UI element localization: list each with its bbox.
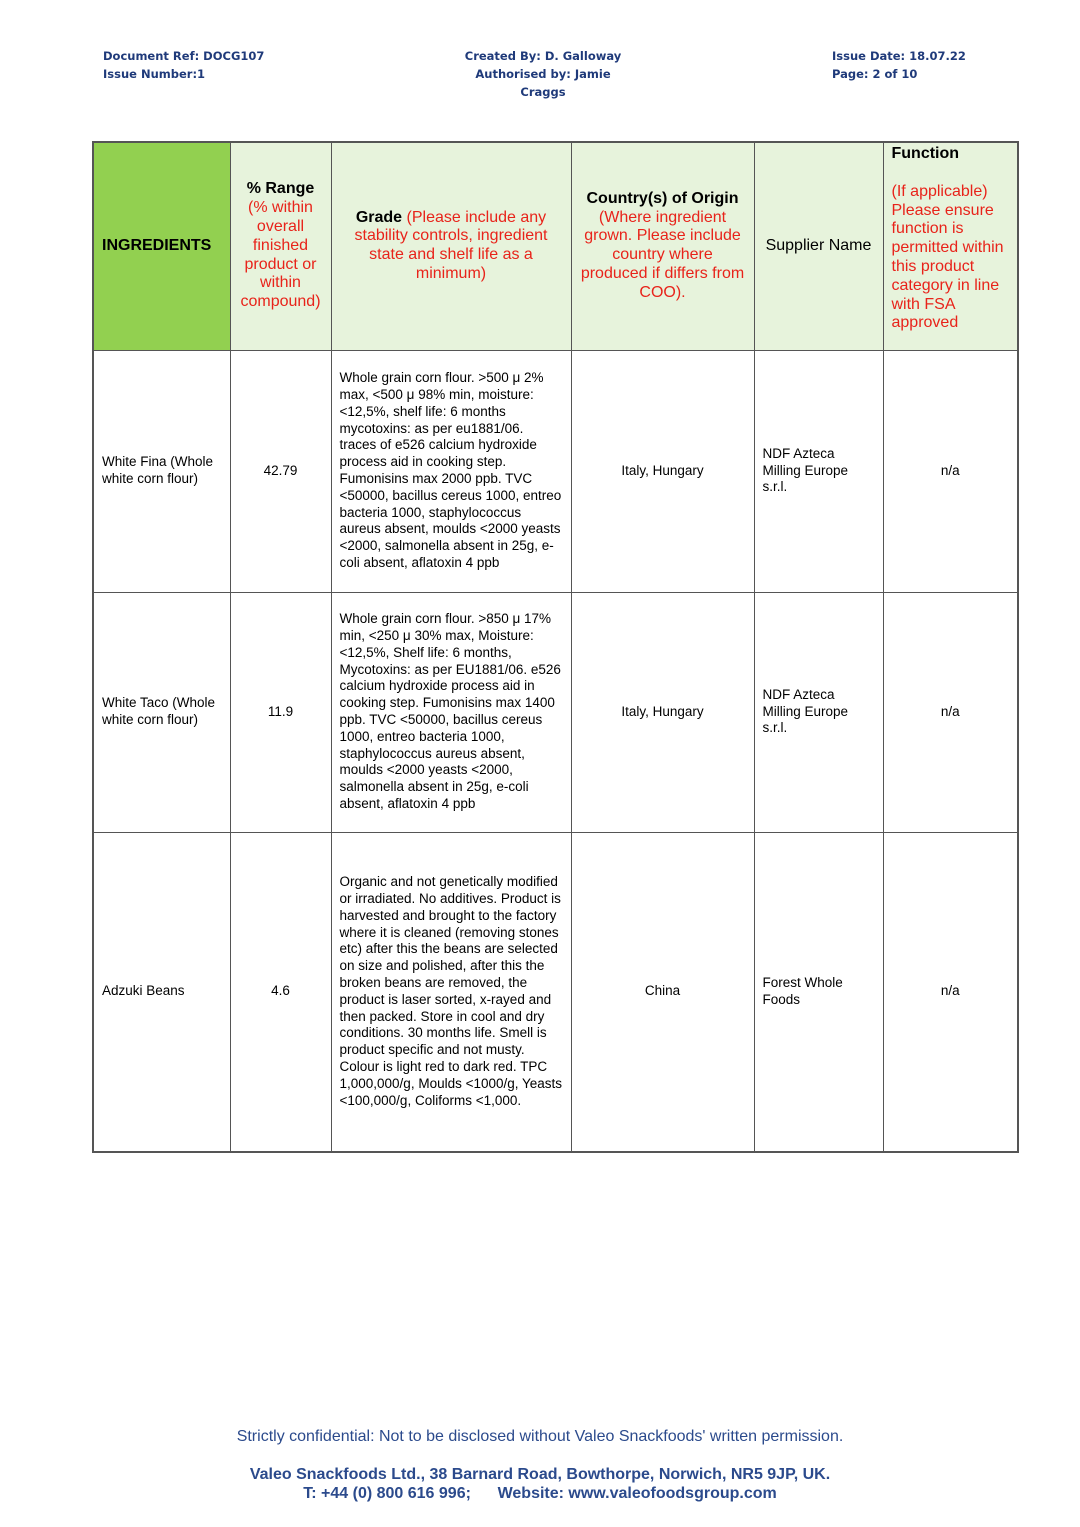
company-footer (0, 1465, 1080, 1503)
authorised-by: Authorised by: Jamie Craggs (475, 67, 611, 99)
origin-value: Italy, Hungary (571, 350, 754, 592)
issue-date: Issue Date: 18.07.22 (832, 49, 966, 63)
ingredient-name: White Fina (Whole white corn flour) (93, 350, 230, 592)
function-value: n/a (883, 350, 1018, 592)
supplier-name: Forest Whole Foods (754, 832, 883, 1152)
header-center (458, 47, 628, 101)
origin-value: China (571, 832, 754, 1152)
grade-note: (Please include any stability controls, ingredient state and shelf life as a minimum) (354, 208, 548, 283)
range-value: 11.9 (230, 592, 331, 832)
origin-value: Italy, Hungary (571, 592, 754, 832)
table-row (93, 832, 1018, 1152)
company-contact: T: +44 (0) 800 616 996; Website: www.valeofoodsgroup.com (303, 1485, 777, 1502)
doc-ref: Document Ref: DOCG107 (103, 49, 265, 63)
table-row (93, 592, 1018, 832)
range-title: % Range (246, 180, 315, 198)
origin-title: Country(s) of Origin (586, 189, 739, 207)
function-value: n/a (883, 832, 1018, 1152)
header-function (883, 142, 1018, 350)
supplier-name: NDF Azteca Milling Europe s.r.l. (754, 350, 883, 592)
header-origin (571, 142, 754, 350)
function-value: n/a (883, 592, 1018, 832)
origin-note: (Where ingredient grown. Please include country where produced if differs from COO). (580, 208, 745, 301)
function-note: (If applicable) Please ensure function is permitted within this product category in line with FSA approved (891, 182, 1004, 332)
grade-text: Whole grain corn flour. >500 μ 2% max, <500 μ 98% min, moisture: <12,5%, shelf life: 6 months mycotoxins: as per eu1881/06. traces of e526 calcium hydroxide process aid in cooking step. Fumonisins max 2000 ppb. TVC <50000, bacillus cereus 1000, entreo bacteria 1000, staphylococcus aureus absent, moulds <2000 yeasts <2000, salmonella absent in 25g, e-coli absent, aflatoxin 4 ppb (331, 350, 571, 592)
ingredient-name: Adzuki Beans (93, 832, 230, 1152)
range-note: (% within overall finished product or within compound) (240, 199, 321, 311)
company-address: Valeo Snackfoods Ltd., 38 Barnard Road, Bowthorpe, Norwich, NR5 9JP, UK. (249, 1466, 831, 1483)
range-value: 4.6 (230, 832, 331, 1152)
header-supplier: Supplier Name (754, 142, 883, 350)
grade-text: Organic and not genetically modified or irradiated. No additives. Product is harvested and brought to the factory where it is cleaned (removing stones etc) after this the beans are selected on size and polished, after this the broken beans are removed, the product is laser sorted, x-rayed and then packed. Store in cool and dry conditions. 30 months life. Smell is product specific and not musty. Colour is light red to dark red. TPC 1,000,000/g, Moulds <1000/g, Yeasts <100,000/g, Coliforms <1,000. (331, 832, 571, 1152)
grade-title: Grade (355, 208, 403, 226)
header-grade (331, 142, 571, 350)
supplier-name: NDF Azteca Milling Europe s.r.l. (754, 592, 883, 832)
range-value: 42.79 (230, 350, 331, 592)
page-number: Page: 2 of 10 (832, 67, 918, 81)
function-title: Function (891, 145, 960, 162)
ingredients-table (92, 141, 1019, 1153)
grade-text: Whole grain corn flour. >850 μ 17% min, <250 μ 30% max, Moisture: <12,5%, Shelf life: 6 months, Mycotoxins: as per EU1881/06. e526 calcium hydroxide process aid in cooking step. Fumonisins max 1400 ppb. TVC <50000, bacillus cereus 1000, entreo bacteria 1000, staphylococcus aureus absent, moulds <2000 yeasts <2000, salmonella absent in 25g, e-coli absent, aflatoxin 4 ppb (331, 592, 571, 832)
header-left (103, 47, 264, 83)
confidential-notice: Strictly confidential: Not to be disclosed without Valeo Snackfoods' written permission. (236, 1428, 844, 1445)
created-by: Created By: D. Galloway (464, 49, 622, 63)
header-right (832, 47, 966, 83)
header-range (230, 142, 331, 350)
issue-number: Issue Number:1 (103, 67, 206, 81)
table-row (93, 350, 1018, 592)
header-ingredients: INGREDIENTS (93, 142, 230, 350)
ingredient-name: White Taco (Whole white corn flour) (93, 592, 230, 832)
